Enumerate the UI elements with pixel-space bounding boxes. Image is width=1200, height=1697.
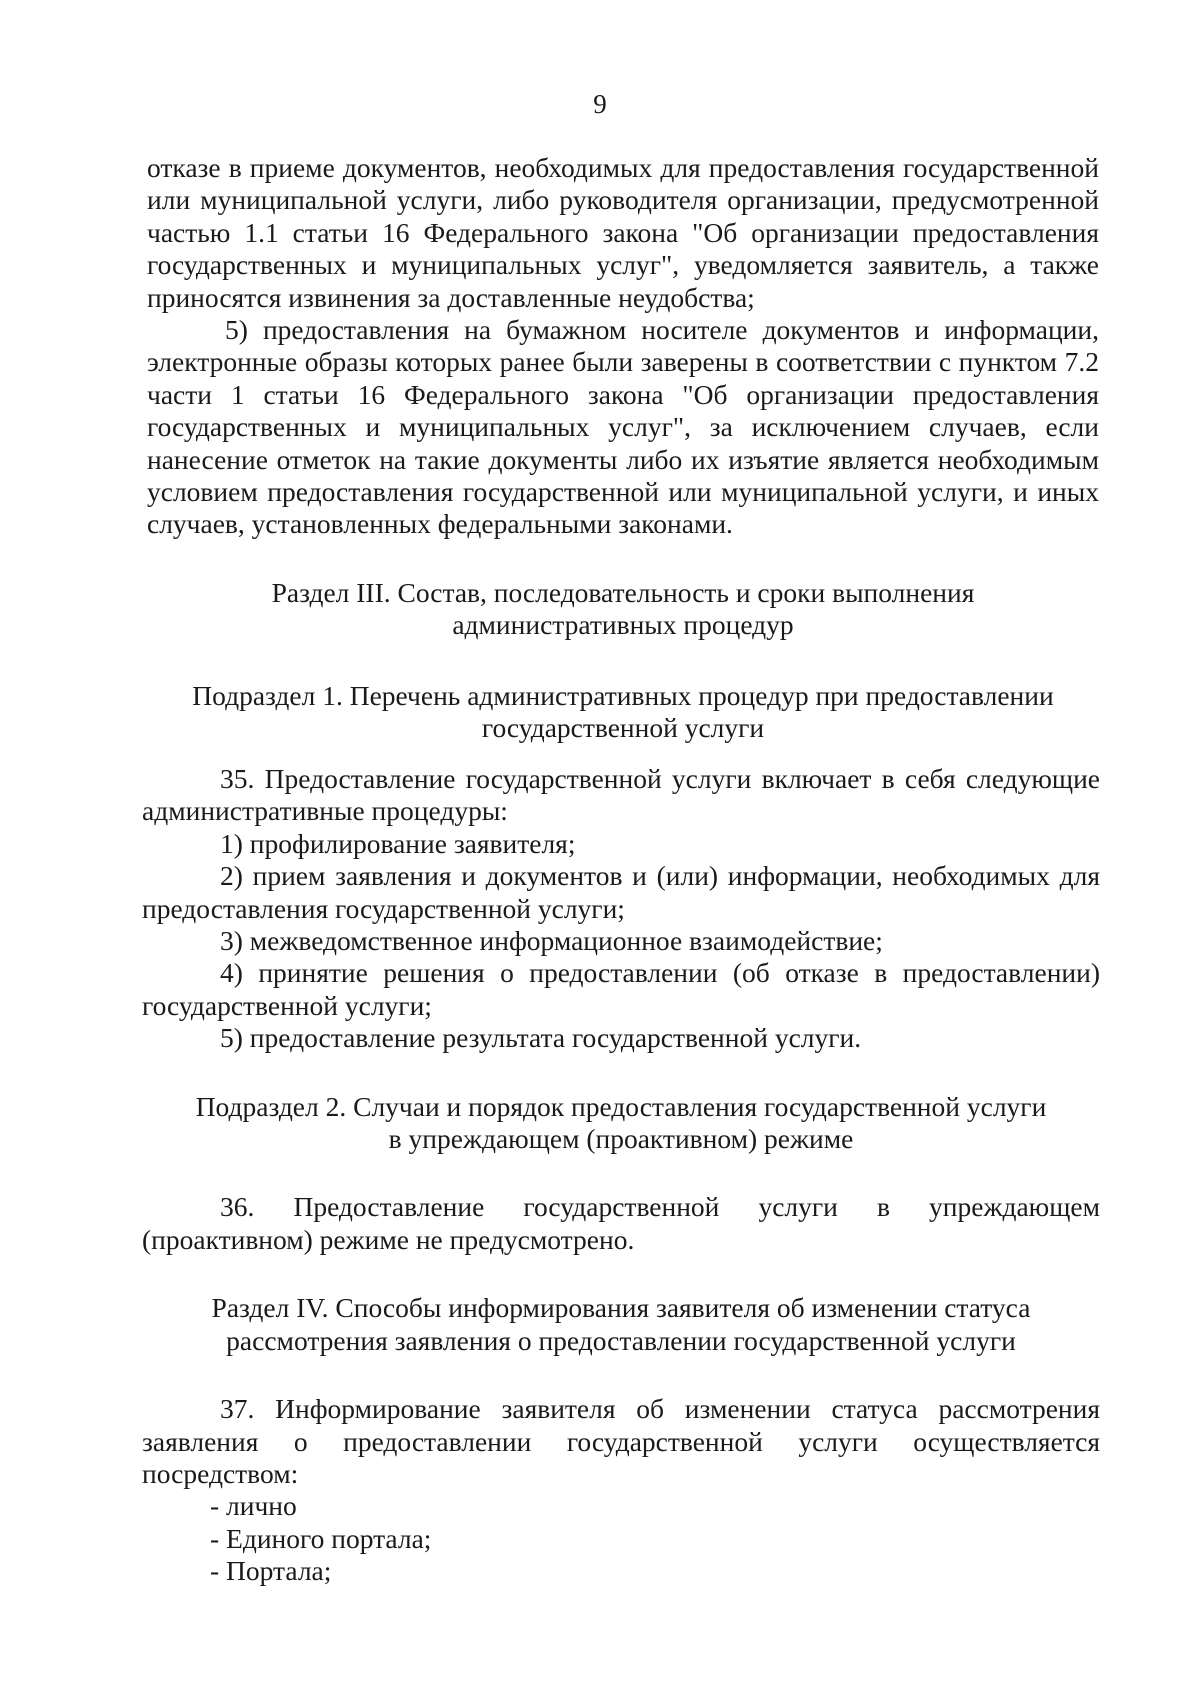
item-37-intro: 37. Информирование заявителя об изменении статуса рассмотрения заявления о предоставлении государственной услуги осуществляется посредством: [142,1393,1100,1489]
section-3-heading-line1: Раздел III. Состав, последовательность и сроки выполнения [271,576,975,608]
item-35-list-1: 1) профилирование заявителя; [220,827,576,859]
subsection-1-heading-line2: государственной услуги [481,712,765,744]
document-body-top [147,152,1099,745]
item-35-intro: 35. Предоставление государственной услуги включает в себя следующие административные процедуры: [142,763,1100,827]
section-3-heading [147,577,1099,642]
document-body-lower [142,763,1100,1588]
subsection-1-heading-line1: Подраздел 1. Перечень административных процедур при предоставлении [192,679,1054,711]
subsection-1-heading [147,680,1099,745]
section-4-heading-line1: Раздел IV. Способы информирования заявителя об изменении статуса [211,1292,1031,1324]
item-35-list-5: 5) предоставление результата государственной услуги. [220,1022,862,1054]
subsection-2-heading-line1: Подраздел 2. Случаи и порядок предоставления государственной услуги [195,1090,1047,1122]
item-36: 36. Предоставление государственной услуги в упреждающем (проактивном) режиме не предусмотрено. [142,1191,1100,1255]
section-3-heading-line2: административных процедур [452,609,794,641]
item-35-list-3: 3) межведомственное информационное взаимодействие; [220,925,883,957]
item-37-list-2: - Единого портала; [210,1522,432,1554]
item-35-list-4: 4) принятие решения о предоставлении (об отказе в предоставлении) государственной услуги; [142,957,1100,1021]
item-37-list-1: - лично [210,1490,297,1522]
item-35-list-2: 2) прием заявления и документов и (или) информации, необходимых для предоставления государственной услуги; [142,860,1100,924]
subsection-2-heading [142,1091,1100,1156]
page-number: 9 [593,89,607,119]
section-4-heading-line2: рассмотрения заявления о предоставлении государственной услуги [226,1324,1016,1356]
subsection-2-heading-line2: в упреждающем (проактивном) режиме [388,1123,854,1155]
item-37-list-3: - Портала; [210,1555,332,1587]
section-4-heading [142,1292,1100,1357]
paragraph-continuation: отказе в приеме документов, необходимых для предоставления государственной или муниципальной услуги, либо руководителя организации, предусмотренной частью 1.1 статьи 16 Федерального закона "Об организации предоставления государственных и муниципальных услуг", уведомляется заявитель, а также приносятся извинения за доставленные неудобства; [147,152,1099,313]
paragraph-item-5: 5) предоставления на бумажном носителе документов и информации, электронные образы которых ранее были заверены в соответствии с пунктом 7.2 части 1 статьи 16 Федерального закона "Об организации предоставления государственных и муниципальных услуг", за исключением случаев, если нанесение отметок на такие документы либо их изъятие является необходимым условием предоставления государственной или муниципальной услуги, и иных случаев, установленных федеральными законами. [147,314,1099,540]
